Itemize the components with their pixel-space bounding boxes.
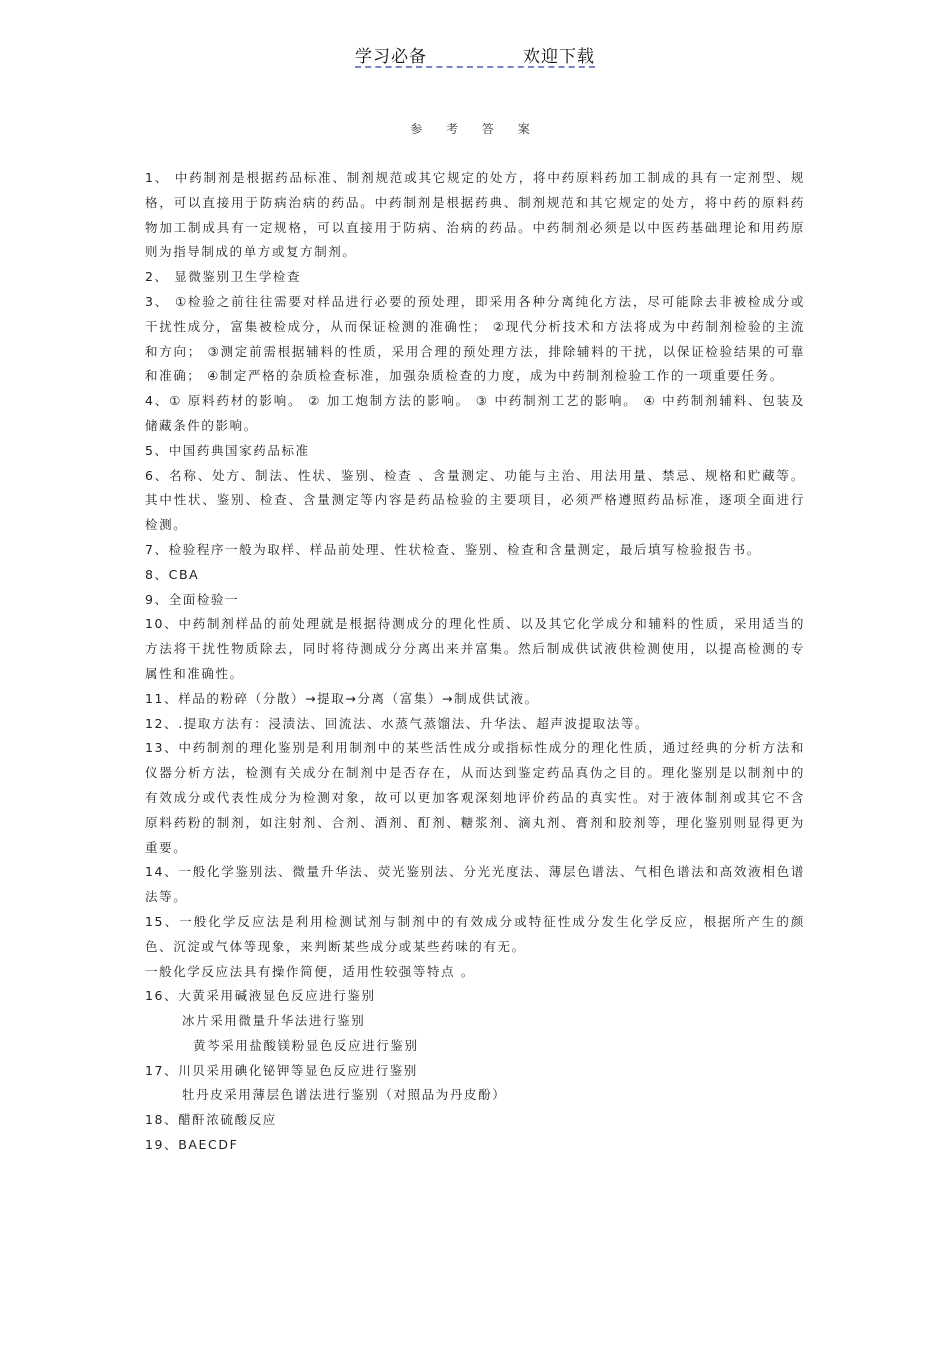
answer-3: 3、 ①检验之前往往需要对样品进行必要的预处理，即采用各种分离纯化方法，尽可能除去非被检成分或干扰性成分，富集被检成分，从而保证检测的准确性； ②现代分析技术和方法将成为中药制剂检验的主流和方向； ③测定前需根据辅料的性质，采用合理的预处理方法，排除辅料的干扰，以保证检验结果的可靠和准确； ④制定严格的杂质检查标准，加强杂质检查的力度，成为中药制剂检验工作的一项重要任务。 [145, 293, 805, 384]
answer-15-note: 一般化学反应法具有操作简便，适用性较强等特点 。 [145, 963, 475, 979]
answer-list [145, 166, 805, 1158]
document-title: 参 考 答 案 [410, 122, 540, 136]
answer-16-line-2: 冰片采用微量升华法进行鉴别 [182, 1013, 366, 1029]
answer-11: 11、样品的粉碎（分散）→提取→分离（富集）→制成供试液。 [145, 690, 539, 706]
answer-7: 7、检验程序一般为取样、样品前处理、性状检查、鉴别、检查和含量测定，最后填写检验报告书。 [145, 541, 761, 557]
answer-19: 19、BAECDF [145, 1137, 239, 1153]
header-left-text: 学习必备 [355, 47, 427, 67]
answer-16: 16、大黄采用碱液显色反应进行鉴别 [145, 988, 376, 1004]
answer-17-line-2: 牡丹皮采用薄层色谱法进行鉴别（对照品为丹皮酚） [182, 1087, 507, 1103]
answer-14: 14、一般化学鉴别法、微量升华法、荧光鉴别法、分光光度法、薄层色谱法、气相色谱法和高效液相色谱法等。 [145, 864, 805, 905]
answer-5: 5、中国药典国家药品标准 [145, 442, 310, 458]
page-header [355, 42, 595, 68]
answer-8: 8、CBA [145, 566, 200, 582]
answer-12: 12、.提取方法有：浸渍法、回流法、水蒸气蒸馏法、升华法、超声波提取法等。 [145, 715, 650, 731]
answer-2: 2、 显微鉴别卫生学检查 [145, 269, 302, 285]
answer-16-line-3: 黄芩采用盐酸镁粉显色反应进行鉴别 [193, 1037, 419, 1053]
answer-4: 4、① 原料药材的影响。 ② 加工炮制方法的影响。 ③ 中药制剂工艺的影响。 ④ 中药制剂辅料、包装及储藏条件的影响。 [145, 393, 805, 433]
answer-13: 13、中药制剂的理化鉴别是利用制剂中的某些活性成分或指标性成分的理化性质，通过经典的分析方法和仪器分析方法，检测有关成分在制剂中是否存在，从而达到鉴定药品真伪之目的。理化鉴别是以制剂中的有效成分或代表性成分为检测对象，故可以更加客观深刻地评价药品的真实性。对于液体制剂或其它不含原料药粉的制剂，如注射剂、合剂、酒剂、酊剂、糖浆剂、滴丸剂、膏剂和胶剂等，理化鉴别则显得更为重要。 [145, 740, 805, 855]
answer-6: 6、名称、处方、制法、性状、鉴别、检查 、含量测定、功能与主治、用法用量、禁忌、规格和贮藏等。 其中性状、鉴别、检查、含量测定等内容是药品检验的主要项目，必须严格遵照药品标准，逐项全面进行检测。 [145, 467, 805, 533]
header-right-text: 欢迎下载 [523, 47, 595, 67]
answer-18: 18、醋酐浓硫酸反应 [145, 1112, 277, 1128]
answer-1: 1、 中药制剂是根据药品标准、制剂规范或其它规定的处方，将中药原料药加工制成的具有一定剂型、规格，可以直接用于防病治病的药品。中药制剂是根据药典、制剂规范和其它规定的处方，将中药的原料药物加工制成具有一定规格，可以直接用于防病、治病的药品。中药制剂必须是以中医药基础理论和用药原则为指导制成的单方或复方制剂。 [145, 170, 805, 260]
answer-10: 10、中药制剂样品的前处理就是根据待测成分的理化性质、以及其它化学成分和辅料的性质，采用适当的方法将干扰性物质除去，同时将待测成分分离出来并富集。然后制成供试液供检测使用，以提高检测的专属性和准确性。 [145, 616, 805, 681]
answer-17: 17、川贝采用碘化铋钾等显色反应进行鉴别 [145, 1062, 418, 1078]
answer-9: 9、全面检验一 [145, 591, 240, 607]
answer-15: 15、一般化学反应法是利用检测试剂与制剂中的有效成分或特征性成分发生化学反应，根据所产生的颜色、沉淀或气体等现象，来判断某些成分或某些药味的有无。 [145, 913, 805, 954]
